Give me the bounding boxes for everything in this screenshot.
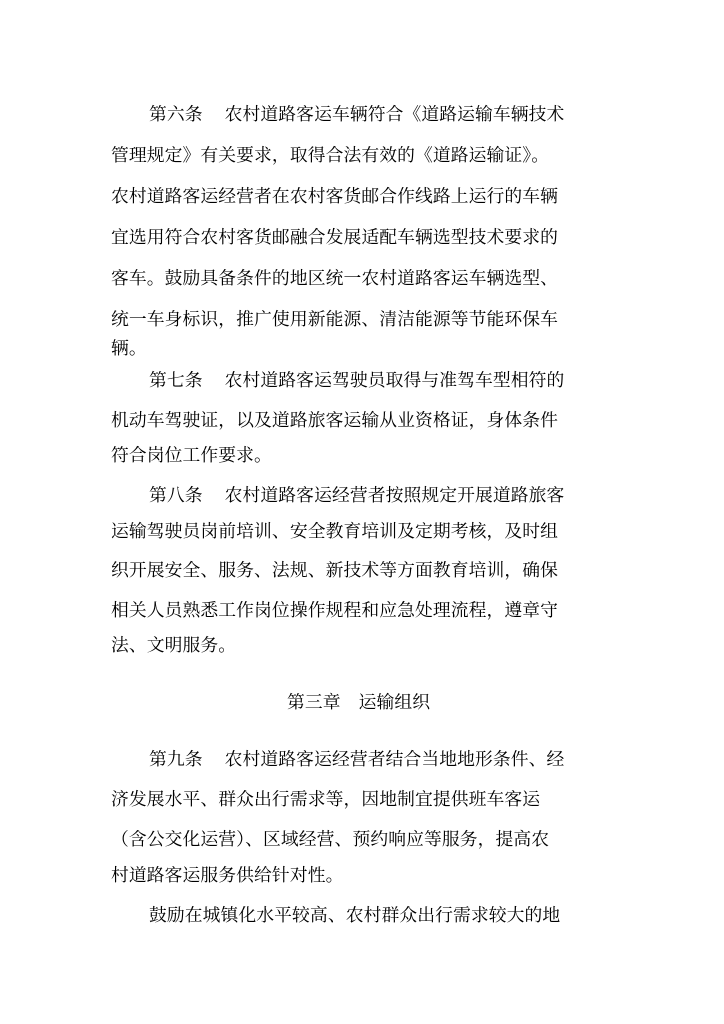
article-7-line-1 [149, 366, 564, 396]
article-8-line-2: 运输驾驶员岗前培训、安全教育培训及定期考核，及时组 [111, 521, 559, 542]
article-9-line-2: 济发展水平、群众出行需求等，因地制宜提供班车客运 [111, 789, 541, 810]
chapter-3-heading [287, 688, 430, 718]
article-9-label: 第九条 [149, 749, 203, 770]
article-6-line-4: 宜选用符合农村客货邮融合发展适配车辆选型技术要求的 [111, 227, 559, 248]
article-6-line-2: 管理规定》有关要求，取得合法有效的《道路运输证》。 [111, 145, 550, 166]
article-7-text: 农村道路客运驾驶员取得与准驾车型相符的 [224, 370, 565, 391]
article-7-line-2: 机动车驾驶证，以及道路旅客运输从业资格证，身体条件 [111, 410, 559, 431]
article-8-line-3: 织开展安全、服务、法规、新技术等方面教育培训，确保 [111, 560, 559, 581]
article-7-label: 第七条 [149, 370, 203, 391]
article-7-line-3: 符合岗位工作要求。 [111, 445, 272, 466]
article-9-line-3: （含公交化运营）、区域经营、预约响应等服务，提高农 [111, 829, 550, 850]
article-9-line-4: 村道路客运服务供给针对性。 [111, 865, 344, 886]
article-8-text: 农村道路客运经营者按照规定开展道路旅客 [224, 485, 565, 506]
article-8-label: 第八条 [149, 485, 203, 506]
article-6-line-5: 客车。鼓励具备条件的地区统一农村道路客运车辆选型、 [111, 268, 559, 289]
article-6-line-1 [149, 100, 564, 130]
article-9-paragraph-2-line-1: 鼓励在城镇化水平较高、农村群众出行需求较大的地 [149, 905, 561, 926]
article-6-line-7: 辆。 [111, 338, 147, 359]
article-8-line-1 [149, 481, 564, 511]
article-6-line-3: 农村道路客运经营者在农村客货邮合作线路上运行的车辆 [111, 186, 559, 207]
chapter-3-label: 第三章 [287, 692, 341, 713]
article-9-line-1 [149, 745, 564, 775]
article-6-line-6: 统一车身标识，推广使用新能源、清洁能源等节能环保车 [111, 309, 559, 330]
article-6-label: 第六条 [149, 104, 203, 125]
article-6-text: 农村道路客运车辆符合《道路运输车辆技术 [224, 104, 565, 125]
article-8-line-5: 法、文明服务。 [111, 635, 237, 656]
chapter-3-title: 运输组织 [358, 692, 431, 713]
article-9-text: 农村道路客运经营者结合当地地形条件、经 [224, 749, 565, 770]
article-8-line-4: 相关人员熟悉工作岗位操作规程和应急处理流程，遵章守 [111, 600, 559, 621]
